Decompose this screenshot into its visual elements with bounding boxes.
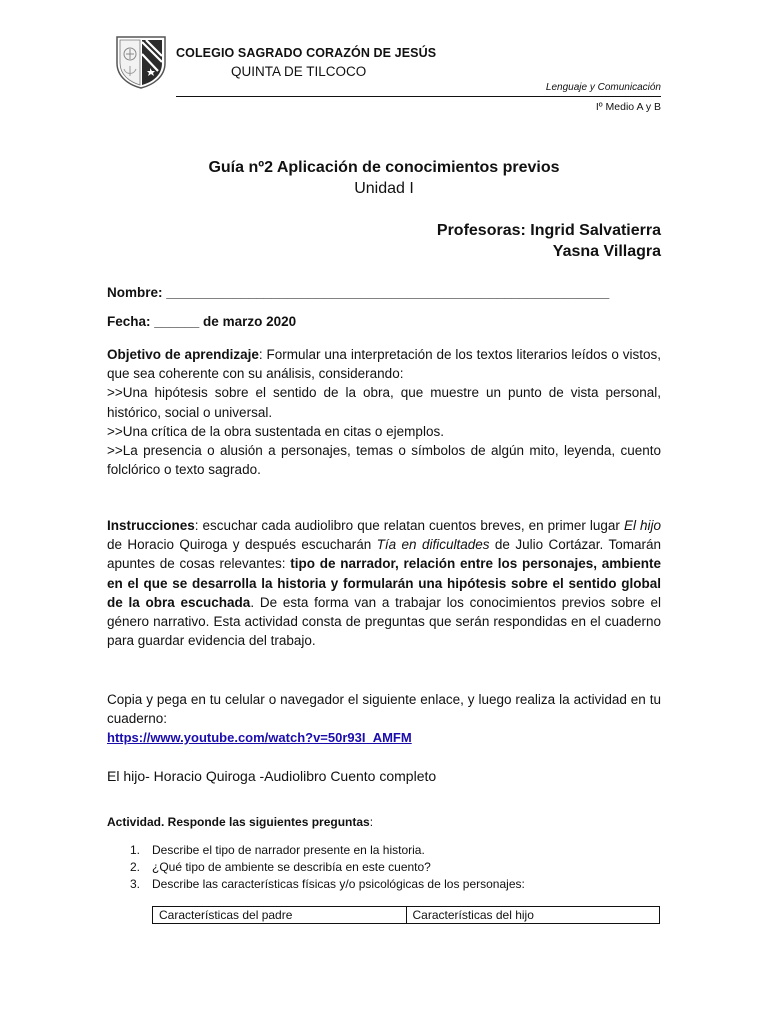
question-item: 3. Describe las características físicas y/o psicológicas de los personajes: [130,877,525,891]
copy-text: Copia y pega en tu celular o navegador el siguiente enlace, y luego realiza la actividad en tu cuaderno: [107,692,661,727]
objective-label: Objetivo de aprendizaje [107,347,259,362]
video-title: El hijo- Horacio Quiroga -Audiolibro Cuento completo [107,768,437,784]
teachers-line-1: Profesoras: Ingrid Salvatierra [436,222,661,239]
question-item: 2. ¿Qué tipo de ambiente se describía en este cuento? [130,860,431,874]
teachers-line-2: Yasna Villagra [552,243,661,260]
objective-section [107,345,661,479]
copy-instructions [107,690,661,728]
subject-label: Lenguaje y Comunicación [545,82,661,93]
characters-table [152,906,660,924]
objective-point: >>Una crítica de la obra sustentada en citas o ejemplos. [107,423,444,439]
youtube-link[interactable]: https://www.youtube.com/watch?v=50r93I_AMFM [107,730,412,745]
document-title: Guía nº2 Aplicación de conocimientos previos [208,159,560,176]
unit-title: Unidad I [354,180,414,197]
objective-point: >>Una hipótesis sobre el sentido de la obra, que muestre un punto de vista personal, histórico, social o universal. [107,385,661,420]
objective-point: >>La presencia o alusión a personajes, temas o símbolos de algún mito, leyenda, cuento folclórico o texto sagrado. [107,443,661,478]
header-divider [176,96,661,97]
table-header-row [153,907,660,924]
instructions-text: de Julio Cortázar. Tomarán apuntes de cosas relevantes: [107,537,661,572]
question-item: 1. Describe el tipo de narrador presente en la historia. [130,843,425,857]
table-header-son: Características del hijo [406,907,660,924]
table-header-father: Características del padre [153,907,407,924]
name-field: Nombre: ___________________________________________________________ [107,285,610,300]
instructions-text: . De esta forma van a trabajar los conocimientos previos sobre el género narrativo. Esta actividad consta de preguntas que serán respondidas en el cuaderno para guardar evidencia del trabajo. [107,594,661,649]
work-title: El hijo [623,518,661,533]
instructions-emphasis: tipo de narrador, relación entre los personajes, ambiente en el que se desarrolla la historia y formularán una hipótesis sobre el sentido global de la obra escuchada [107,556,661,610]
objective-intro [107,345,661,383]
date-field: Fecha: ______ de marzo 2020 [107,314,297,329]
instructions-label: Instrucciones [107,518,195,533]
instructions-section [107,516,661,650]
school-name: COLEGIO SAGRADO CORAZÓN DE JESÚS [176,46,437,60]
instructions-text: de Horacio Quiroga y después escucharán [107,537,377,553]
school-crest-icon [113,33,169,89]
school-location: QUINTA DE TILCOCO [231,64,367,79]
activity-title: Actividad. Responde las siguientes preguntas: [107,815,374,829]
instructions-text: : escuchar cada audiolibro que relatan cuentos breves, en primer lugar [194,518,624,533]
question-list [130,842,660,893]
course-label: Iº Medio A y B [595,101,661,113]
objective-text: : Formular una interpretación de los textos literarios leídos o vistos, que sea coherente con su análisis, considerando: [107,347,661,382]
work-title: Tía en dificultades [376,537,490,553]
